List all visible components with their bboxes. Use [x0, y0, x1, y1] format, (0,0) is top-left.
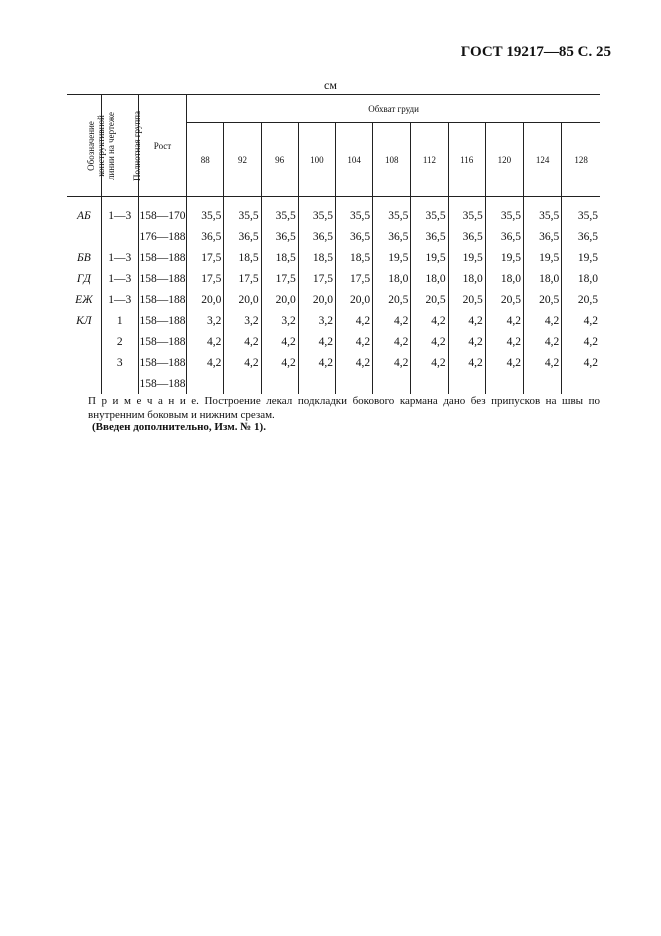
row-value: 18,0 [523, 268, 561, 289]
size-header: 104 [335, 123, 372, 197]
row-value: 3,2 [187, 310, 224, 331]
row-group: 2 [101, 331, 138, 352]
row-value: 17,5 [335, 268, 372, 289]
row-value: 17,5 [187, 247, 224, 268]
row-code: КЛ [76, 314, 92, 327]
row-value: 4,2 [523, 310, 561, 331]
row-value: 17,5 [187, 268, 224, 289]
row-value [485, 373, 523, 394]
dimensions-table [67, 94, 600, 394]
row-value: 20,5 [411, 289, 448, 310]
row-value: 4,2 [411, 310, 448, 331]
row-value: 36,5 [562, 226, 600, 247]
row-height: 158—188 [138, 247, 186, 268]
size-header: 100 [298, 123, 335, 197]
row-value: 19,5 [448, 247, 485, 268]
row-value: 18,5 [335, 247, 372, 268]
row-value: 4,2 [335, 310, 372, 331]
table-row [67, 310, 600, 331]
note-text: Построение лекал подкладки бокового кармана дано без припусков на швы по внутренним боковым и нижним срезам. [88, 395, 600, 421]
row-value: 36,5 [373, 226, 411, 247]
row-height: 158—188 [138, 310, 186, 331]
row-value: 19,5 [523, 247, 561, 268]
row-value: 20,0 [224, 289, 261, 310]
row-group: 1 [101, 310, 138, 331]
table-row [67, 226, 600, 247]
row-height: 176—188 [138, 226, 186, 247]
header-code: Обозначение конструктивной линии на чертеже [67, 95, 101, 197]
row-value: 35,5 [411, 197, 448, 227]
note-paragraph [88, 394, 600, 422]
row-value: 4,2 [485, 331, 523, 352]
row-value: 3,2 [224, 310, 261, 331]
row-value: 20,5 [485, 289, 523, 310]
row-value: 17,5 [298, 268, 335, 289]
row-value: 4,2 [373, 352, 411, 373]
row-value: 35,5 [523, 197, 561, 227]
row-height: 158—188 [138, 373, 186, 394]
row-value: 4,2 [448, 352, 485, 373]
row-group [101, 226, 138, 247]
row-value: 36,5 [411, 226, 448, 247]
row-value: 3,2 [261, 310, 298, 331]
note-label: П р и м е ч а н и е. [88, 395, 199, 407]
row-value: 36,5 [224, 226, 261, 247]
row-code: БВ [76, 251, 91, 264]
table-row [67, 247, 600, 268]
row-value: 4,2 [485, 310, 523, 331]
row-value: 18,0 [411, 268, 448, 289]
row-code [67, 331, 101, 352]
header-chest: Обхват груди [187, 95, 600, 123]
row-value: 18,5 [298, 247, 335, 268]
row-value: 19,5 [562, 247, 600, 268]
document-header: ГОСТ 19217—85 С. 25 [460, 44, 611, 60]
row-value: 18,0 [448, 268, 485, 289]
row-value: 18,5 [224, 247, 261, 268]
row-value: 4,2 [562, 352, 600, 373]
row-value: 4,2 [298, 352, 335, 373]
row-group: 1—3 [101, 197, 138, 227]
row-code: ЕЖ [75, 293, 93, 306]
row-value: 19,5 [373, 247, 411, 268]
row-value: 35,5 [373, 197, 411, 227]
row-height: 158—188 [138, 268, 186, 289]
row-group: 1—3 [101, 289, 138, 310]
header-height: Рост [138, 95, 186, 197]
size-header: 120 [485, 123, 523, 197]
row-value: 4,2 [224, 352, 261, 373]
table-row [67, 197, 600, 227]
row-value: 4,2 [562, 331, 600, 352]
row-value [448, 373, 485, 394]
row-value: 4,2 [523, 352, 561, 373]
size-header: 112 [411, 123, 448, 197]
row-value: 20,5 [373, 289, 411, 310]
row-value: 4,2 [187, 331, 224, 352]
row-value: 20,5 [562, 289, 600, 310]
row-height: 158—170 [138, 197, 186, 227]
row-height: 158—188 [138, 352, 186, 373]
row-value: 4,2 [485, 352, 523, 373]
row-value: 18,0 [485, 268, 523, 289]
row-value: 3,2 [298, 310, 335, 331]
row-value: 20,0 [187, 289, 224, 310]
row-value: 19,5 [411, 247, 448, 268]
row-value: 4,2 [261, 352, 298, 373]
row-group: 3 [101, 352, 138, 373]
table-row [67, 331, 600, 352]
row-value [224, 373, 261, 394]
row-value: 4,2 [335, 352, 372, 373]
row-value: 35,5 [261, 197, 298, 227]
row-value [187, 373, 224, 394]
row-code: ГД [76, 272, 91, 285]
row-value: 36,5 [335, 226, 372, 247]
row-value: 35,5 [485, 197, 523, 227]
row-value: 4,2 [448, 310, 485, 331]
row-value: 4,2 [187, 352, 224, 373]
row-value [411, 373, 448, 394]
size-header: 124 [523, 123, 561, 197]
row-height: 158—188 [138, 289, 186, 310]
row-value: 20,5 [448, 289, 485, 310]
row-value: 20,0 [298, 289, 335, 310]
row-value: 4,2 [411, 352, 448, 373]
table-row [67, 352, 600, 373]
row-value: 18,5 [261, 247, 298, 268]
row-value: 19,5 [485, 247, 523, 268]
row-value: 4,2 [224, 331, 261, 352]
row-value: 35,5 [562, 197, 600, 227]
row-value: 36,5 [187, 226, 224, 247]
row-value: 4,2 [411, 331, 448, 352]
row-code [67, 373, 101, 394]
row-group: 1—3 [101, 247, 138, 268]
row-value [298, 373, 335, 394]
row-value: 36,5 [261, 226, 298, 247]
size-header: 128 [562, 123, 600, 197]
row-value: 17,5 [224, 268, 261, 289]
row-value: 4,2 [448, 331, 485, 352]
row-value: 4,2 [335, 331, 372, 352]
row-value [373, 373, 411, 394]
unit-label: см [324, 78, 337, 92]
size-header: 108 [373, 123, 411, 197]
row-value [523, 373, 561, 394]
row-code [67, 226, 101, 247]
row-value: 20,5 [523, 289, 561, 310]
row-value: 4,2 [298, 331, 335, 352]
row-value: 18,0 [562, 268, 600, 289]
row-value [335, 373, 372, 394]
row-group [101, 373, 138, 394]
row-value: 20,0 [261, 289, 298, 310]
row-value [562, 373, 600, 394]
row-value: 35,5 [298, 197, 335, 227]
row-value: 20,0 [335, 289, 372, 310]
row-value: 4,2 [373, 310, 411, 331]
row-value: 36,5 [298, 226, 335, 247]
row-value: 35,5 [335, 197, 372, 227]
size-header: 88 [187, 123, 224, 197]
row-group: 1—3 [101, 268, 138, 289]
table-row [67, 289, 600, 310]
header-group: Полнотная группа [101, 95, 138, 197]
row-code: АБ [76, 209, 91, 222]
row-value: 36,5 [485, 226, 523, 247]
size-header: 96 [261, 123, 298, 197]
row-value: 18,0 [373, 268, 411, 289]
row-value: 36,5 [448, 226, 485, 247]
row-value: 36,5 [523, 226, 561, 247]
size-header: 116 [448, 123, 485, 197]
row-value: 35,5 [224, 197, 261, 227]
row-value: 4,2 [261, 331, 298, 352]
row-value: 35,5 [448, 197, 485, 227]
row-value [261, 373, 298, 394]
row-value: 4,2 [562, 310, 600, 331]
row-value: 4,2 [373, 331, 411, 352]
size-header: 92 [224, 123, 261, 197]
table-row [67, 268, 600, 289]
row-value: 17,5 [261, 268, 298, 289]
row-value: 4,2 [523, 331, 561, 352]
amendment-note: (Введен дополнительно, Изм. № 1). [92, 421, 266, 433]
row-height: 158—188 [138, 331, 186, 352]
table-row [67, 373, 600, 394]
row-value: 35,5 [187, 197, 224, 227]
row-code [67, 352, 101, 373]
